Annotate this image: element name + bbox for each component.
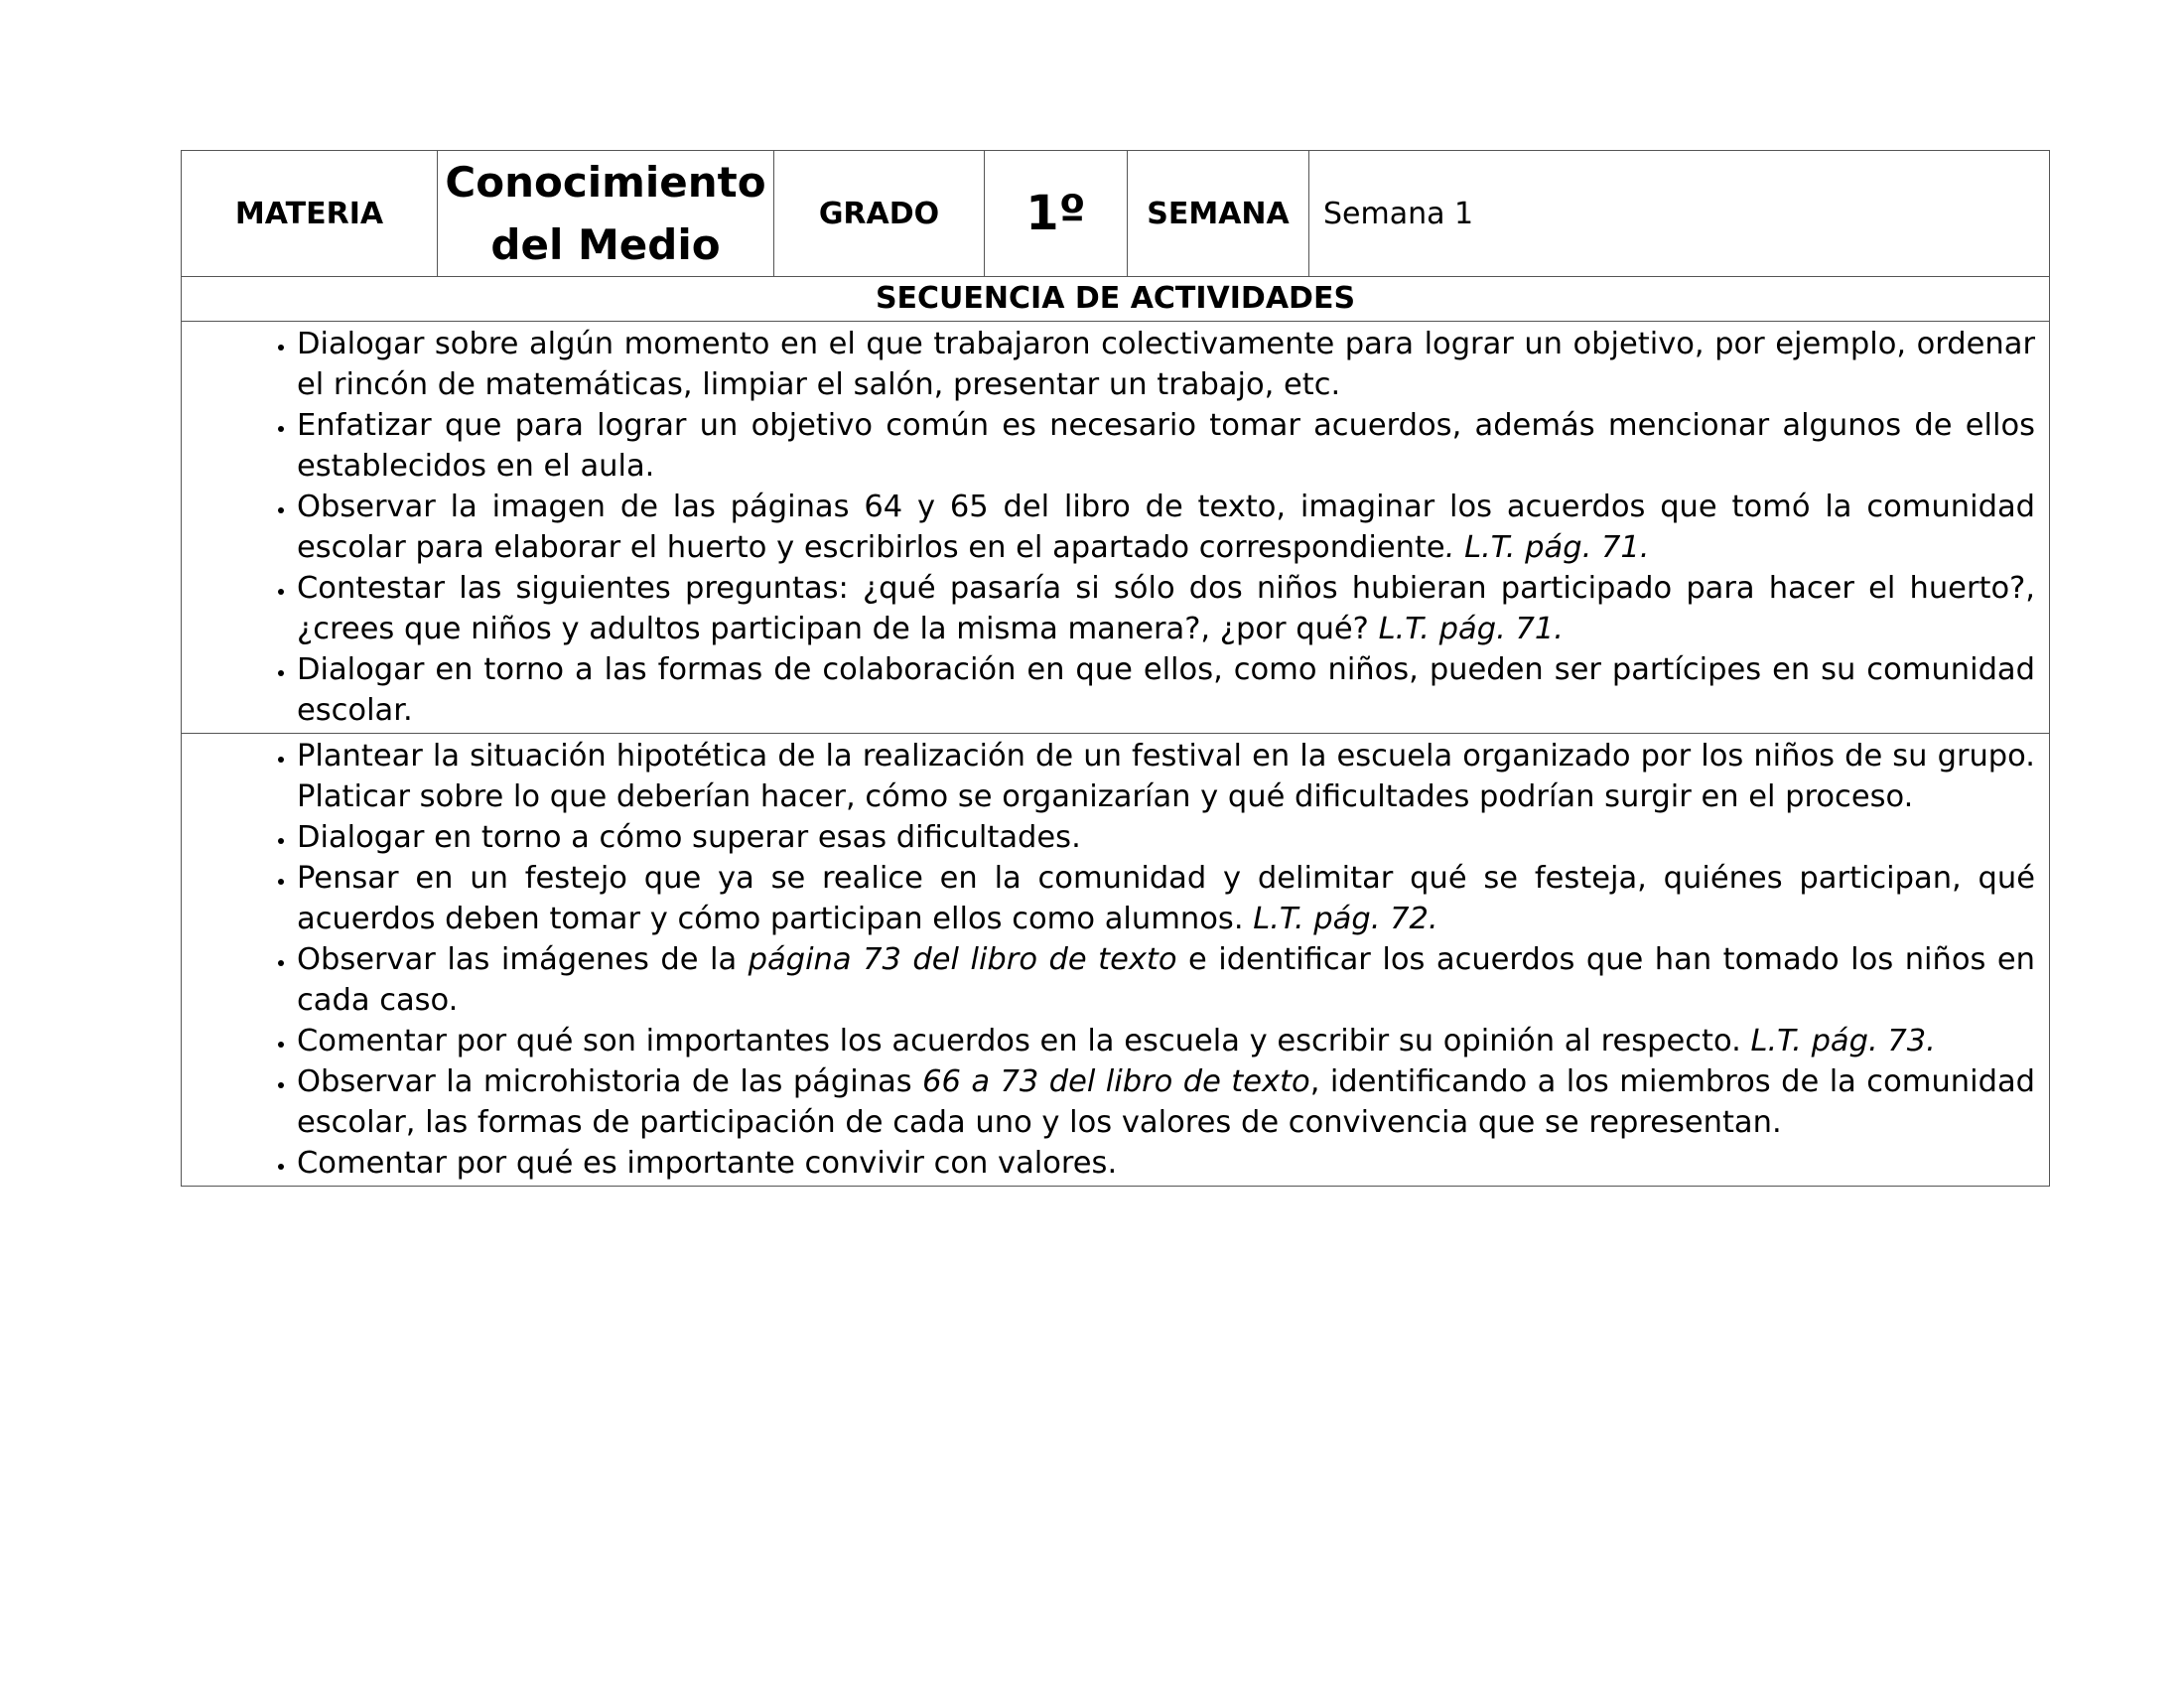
- activity-text: Comentar por qué son importantes los acuerdos en la escuela y escribir su opinión al respecto.: [297, 1024, 1751, 1058]
- sequence-title-row: [182, 277, 2050, 322]
- activity-text: Dialogar en torno a cómo superar esas dificultades.: [297, 820, 1081, 855]
- activities-row-1: [182, 322, 2050, 734]
- activity-text: Contestar las siguientes preguntas: ¿qué pasaría si sólo dos niños hubieran participado para hacer el huerto?, ¿crees que niños y adultos participan de la misma manera?, ¿por qué?: [297, 571, 2035, 646]
- activity-text: Dialogar en torno a las formas de colaboración en que ellos, como niños, pueden ser partícipes en su comunidad escolar.: [297, 652, 2035, 728]
- activity-item: [297, 1061, 2035, 1143]
- materia-value-line1: Conocimiento: [445, 158, 766, 207]
- activity-text: e identificar los acuerdos que han tomado los niños en cada caso.: [297, 942, 2035, 1018]
- semana-label: SEMANA: [1128, 151, 1309, 277]
- activity-item: [297, 939, 2035, 1021]
- activity-item: [297, 324, 2035, 405]
- sequence-title: SECUENCIA DE ACTIVIDADES: [182, 277, 2050, 322]
- textbook-reference: L.T. pág. 72.: [1253, 902, 1438, 936]
- activity-text: Observar las imágenes de la: [297, 942, 749, 977]
- activities-block-2: [182, 734, 2050, 1187]
- textbook-reference: . L.T. pág. 71.: [1444, 530, 1650, 565]
- activity-item: [297, 405, 2035, 487]
- activities-row-2: [182, 734, 2050, 1187]
- activity-item: [297, 1021, 2035, 1061]
- textbook-reference: 66 a 73 del libro de texto: [922, 1064, 1310, 1099]
- activity-item: [297, 858, 2035, 939]
- activity-text: Dialogar sobre algún momento en el que trabajaron colectivamente para lograr un objetivo, por ejemplo, ordenar el rincón de matemáticas, limpiar el salón, presentar un trabajo, etc.: [297, 327, 2035, 402]
- materia-label: MATERIA: [182, 151, 438, 277]
- header-row: [182, 151, 2050, 277]
- lesson-plan-table: [181, 150, 2050, 1187]
- materia-value: [438, 151, 774, 277]
- activities-block-1: [182, 322, 2050, 734]
- activity-item: [297, 817, 2035, 858]
- textbook-reference: página 73 del libro de texto: [748, 942, 1177, 977]
- activity-text: Observar la microhistoria de las páginas: [297, 1064, 923, 1099]
- grado-label: GRADO: [774, 151, 985, 277]
- activity-text: , identificando a los miembros de la comunidad escolar, las formas de participación de cada uno y los valores de convivencia que se representan.: [297, 1064, 2035, 1140]
- activity-item: [297, 1143, 2035, 1184]
- semana-value: Semana 1: [1309, 151, 2050, 277]
- activity-item: [297, 568, 2035, 649]
- textbook-reference: L.T. pág. 73.: [1750, 1024, 1936, 1058]
- activity-text: Plantear la situación hipotética de la realización de un festival en la escuela organizado por los niños de su grupo. Platicar sobre lo que deberían hacer, cómo se organizarían y qué dificultades podrían surgir en el proceso.: [297, 739, 2035, 814]
- activity-item: [297, 736, 2035, 817]
- activity-item: [297, 487, 2035, 568]
- activity-text: Pensar en un festejo que ya se realice en la comunidad y delimitar qué se festeja, quiénes participan, qué acuerdos deben tomar y cómo participan ellos como alumnos.: [297, 861, 2035, 936]
- activity-text: Comentar por qué es importante convivir con valores.: [297, 1146, 1118, 1181]
- activity-item: [297, 649, 2035, 731]
- activity-text: Enfatizar que para lograr un objetivo común es necesario tomar acuerdos, además mencionar algunos de ellos establecidos en el aula.: [297, 408, 2035, 484]
- materia-value-line2: del Medio: [490, 220, 721, 269]
- grado-value: 1º: [985, 151, 1128, 277]
- textbook-reference: L.T. pág. 71.: [1378, 612, 1564, 646]
- activity-text: Observar la imagen de las páginas 64 y 65 del libro de texto, imaginar los acuerdos que tomó la comunidad escolar para elaborar el huerto y escribirlos en el apartado correspondiente: [297, 490, 2035, 565]
